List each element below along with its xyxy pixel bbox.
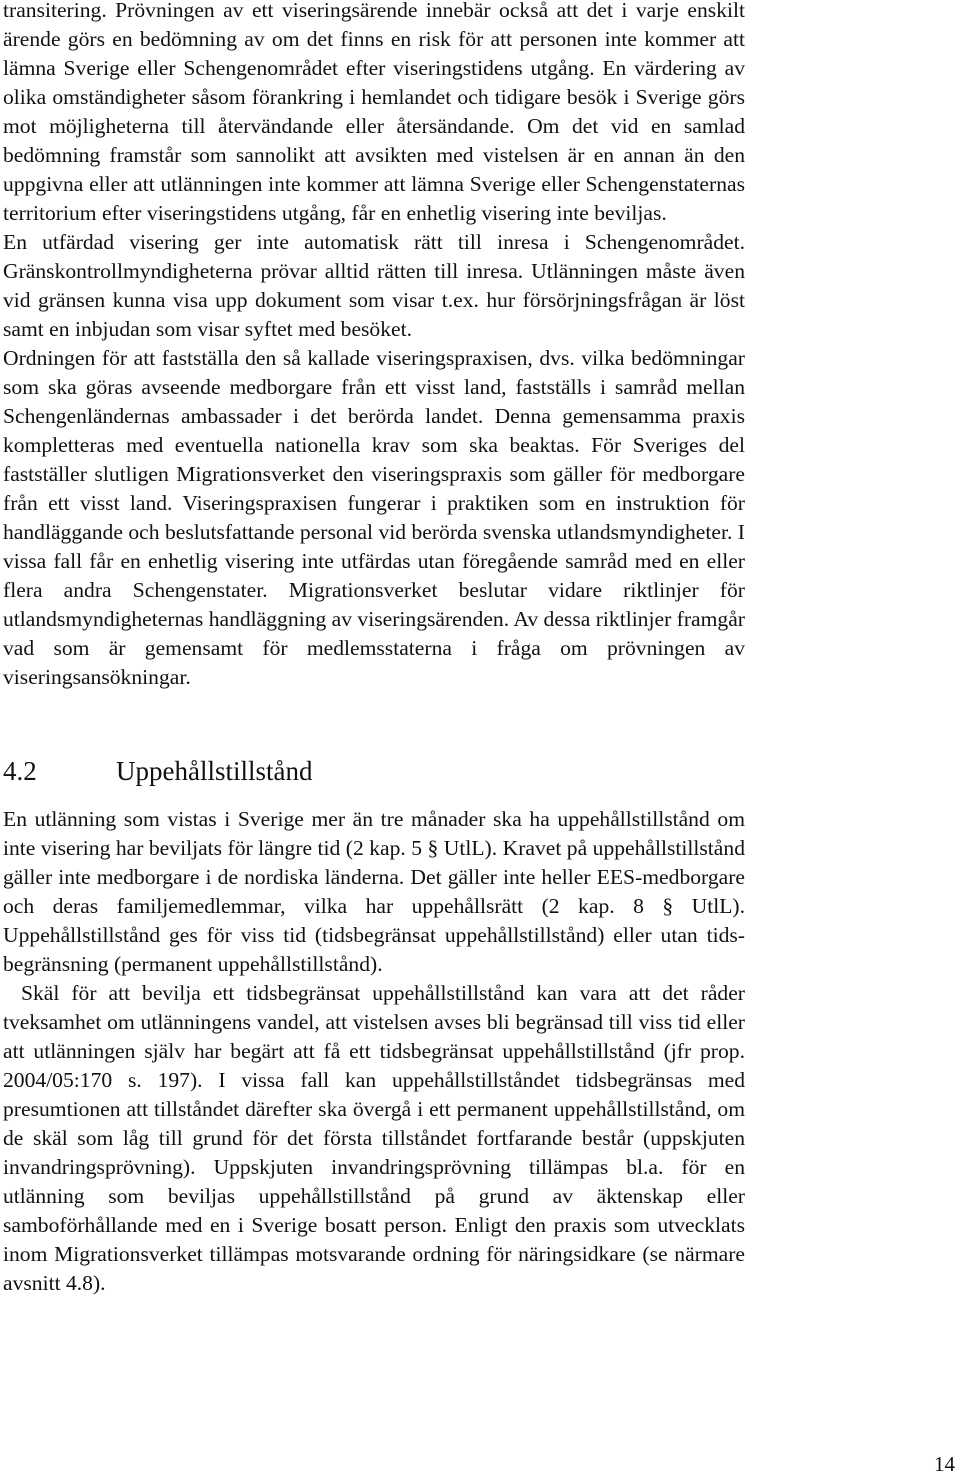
section-number: 4.2 xyxy=(3,756,37,786)
body-paragraph: Skäl för att bevilja ett tidsbegränsat uppehållstillstånd kan vara att det råder tveksamhet om utlänningens vandel, att vistelsen avses bli begränsad till viss tid eller att utlänningen själv har begärt att få ett tidsbegränsat uppehållstillstånd (jfr prop. 2004/05:170 s. 197). I vissa fall kan uppehållstillståndet tidsbegränsas med presumtionen att tillståndet därefter ska övergå i ett permanent uppehållstillstånd, om de skäl som låg till grund för det första tillståndet fortfarande består (uppskjuten invandringsprövning). Uppskjuten invandringsprövning tillämpas bl.a. för en utlänning som beviljas uppehållstillstånd på grund av äktenskap eller samboförhållande med en i Sverige bosatt person. Enligt den praxis som utvecklats inom Migrationsverket tillämpas motsvarande ordning för näringsidkare (se närmare avsnitt 4.8). xyxy=(3,981,745,1295)
section-title: Uppehållstillstånd xyxy=(116,756,313,786)
body-paragraph: transitering. Prövningen av ett viseringsärende innebär också att det i varje enskilt ärende görs en bedömning av om det finns en risk för att personen inte kommer att lämna Sverige eller Schengenområdet efter viseringstidens utgång. En värdering av olika omständigheter såsom förankring i hemlandet och tidigare besök i Sverige görs mot möjligheterna till återvändande eller återsändande. Om det vid en samlad bedömning framstår som sannolikt att avsikten med vistelsen är en annan än den uppgivna eller att utlänningen inte kommer att lämna Sverige eller Schengenstaternas territorium efter viseringstidens utgång, får en enhetlig visering inte beviljas. xyxy=(3,0,745,225)
section-heading xyxy=(3,692,745,805)
body-paragraph: En utfärdad visering ger inte automatisk rätt till inresa i Schengenområdet. Gränskontrollmyndigheterna prövar alltid rätten till inresa. Utlänningen måste även vid gränsen kunna visa upp dokument som visar t.ex. hur försörjningsfrågan är löst samt en inbjudan som visar syftet med besöket. xyxy=(3,230,745,341)
page-number: 14 xyxy=(934,1452,955,1476)
document-page xyxy=(3,0,745,1298)
body-paragraph: En utlänning som vistas i Sverige mer än tre månader ska ha uppehållstillstånd om inte visering har beviljats för längre tid (2 kap. 5 § UtlL). Kravet på uppehållstillstånd gäller inte medborgare i de nordiska länderna. Det gäller inte heller EES-medborgare och deras familjemedlemmar, vilka har uppehållsrätt (2 kap. 8 § UtlL). Uppehållstillstånd ges för viss tid (tidsbegränsat uppehållstillstånd) eller utan tidsbegränsning (permanent uppehållstillstånd). xyxy=(3,807,745,976)
body-paragraph: Ordningen för att fastställa den så kallade viseringspraxisen, dvs. vilka bedömningar som ska göras avseende medborgare från ett visst land, fastställs i samråd mellan Schengenländernas ambassader i det berörda landet. Denna gemensamma praxis kompletteras med eventuella nationella krav som ska beaktas. För Sveriges del fastställer slutligen Migrationsverket den viseringspraxis som gäller för medborgare från ett visst land. Viseringspraxisen fungerar i praktiken som en instruktion för handläggande och beslutsfattande personal vid berörda svenska utlandsmyndigheter. I vissa fall får en enhetlig visering inte utfärdas utan föregående samråd med en eller flera andra Schengenstater. Migrationsverket beslutar vidare riktlinjer för utlandsmyndigheternas handläggning av viseringsärenden. Av dessa riktlinjer framgår vad som är gemensamt för medlemsstaterna i fråga om prövningen av viseringsansökningar. xyxy=(3,346,745,689)
